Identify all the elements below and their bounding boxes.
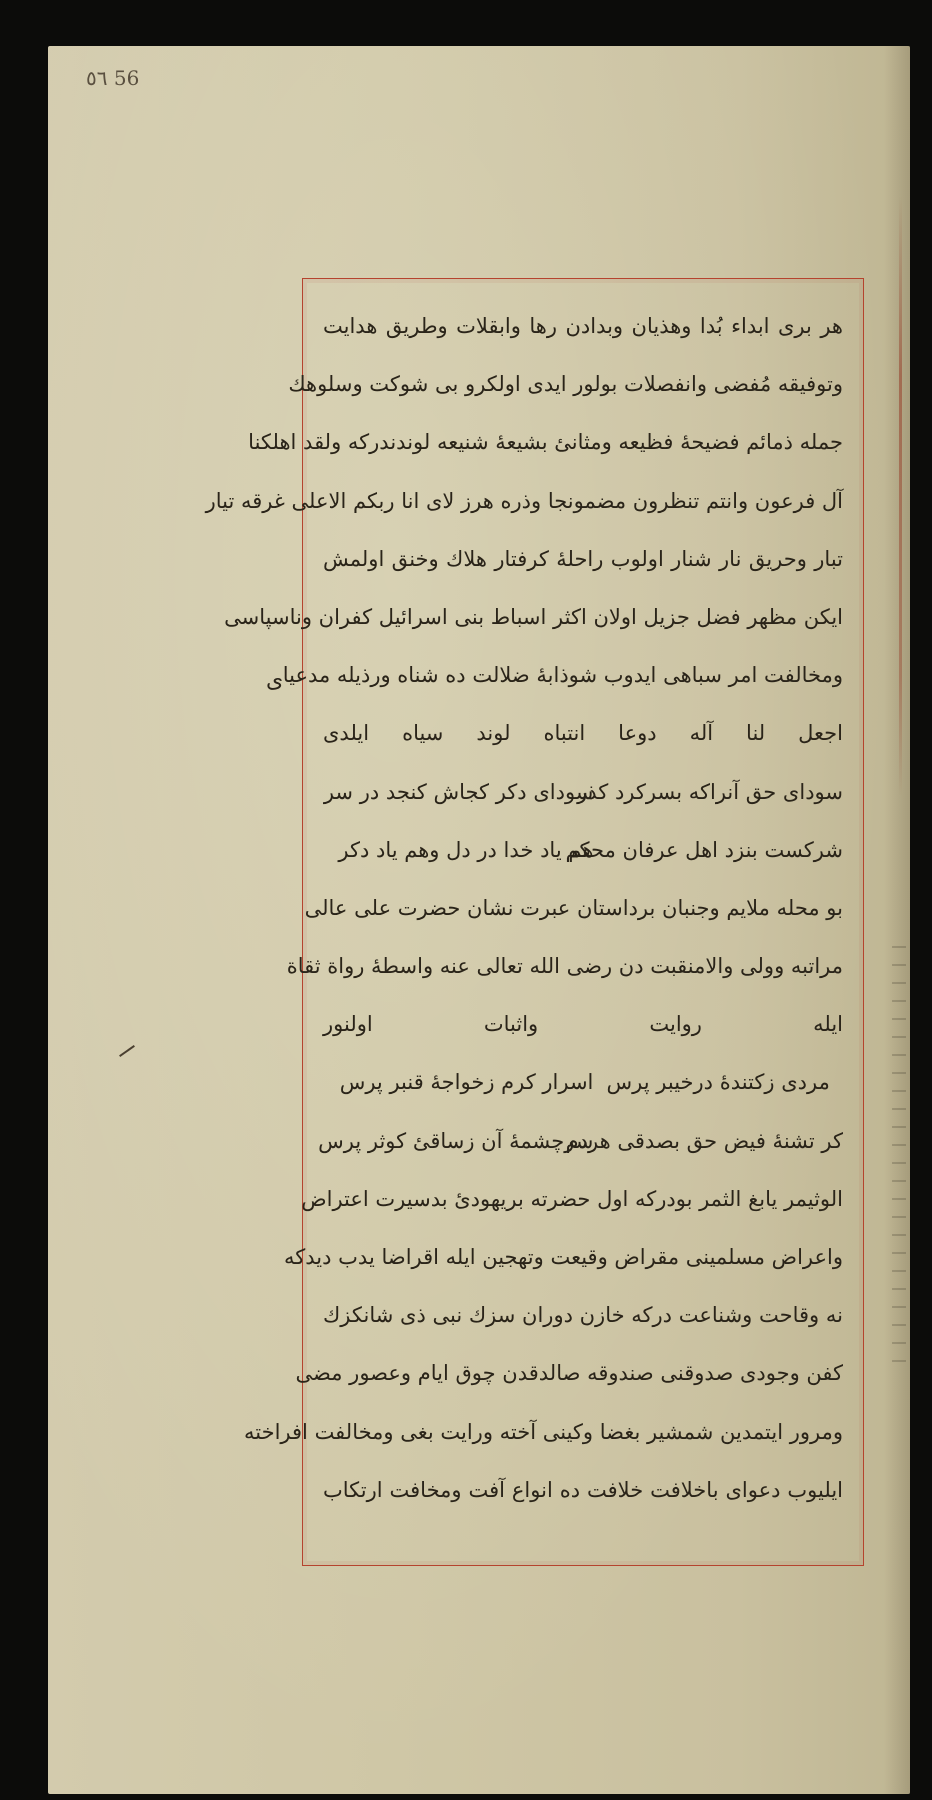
text-line: اجعل لنا آله دوعا انتباه لوند سياه ايلدى	[323, 721, 843, 746]
text-line: جمله ذمائم فضيحهٔ فظيعه ومثانئ بشيعهٔ شنيعه لوندندركه ولقد اهلكنا	[248, 430, 843, 455]
text-line: واعراض مسلمينى مقراض وقيعت وتهجين ايله اقراضا يدب ديدكه	[284, 1245, 843, 1269]
verse-hemistich: كر تشنهٔ فيض حق بصدقى هردم	[565, 1128, 843, 1153]
verse-hemistich: اسرار كرم زخواجهٔ قنبر پرس	[339, 1070, 594, 1095]
margin-tick-mark	[119, 1045, 135, 1057]
text-line: الوثيمر يابغ الثمر بودركه اول حضرته بريهودئ بدسيرت اعتراض	[301, 1186, 843, 1211]
text-line: آل فرعون وانتم تنظرون مضمونجا وذره هرز لاى انا ربكم الاعلى غرقه تيار	[205, 488, 843, 513]
text-line: تبار وحريق نار شنار اولوب راحلهٔ كرفتار هلاك وخنق اولمش	[323, 546, 843, 571]
text-line: ومخالفت امر سباهى ايدوب شوذابهٔ ضلالت ده شناه ورذيله مدعيا	[282, 663, 843, 688]
verse-hemistich: سوداى دكر كجاش كنجد در سر	[323, 779, 594, 804]
margin-catchword: ى	[266, 668, 284, 693]
text-line: ايكن مظهر فضل جزيل اولان اكثر اسباط بنى اسرائيل كفران وناسپاسى	[224, 604, 843, 629]
verse-line	[323, 763, 843, 821]
text-line: مراتبه وولى والامنقبت دن رضى الله تعالى عنه واسطهٔ رواة ثقاة	[286, 954, 843, 979]
text-lines	[205, 297, 843, 1547]
verse-hemistich: سوداى حق آنراكه بسركرد كذر	[577, 779, 843, 804]
text-line: ومرور ايتمدين شمشير بغضا وكينى آخته ورايت بغى ومخالفت افراخته	[244, 1419, 843, 1444]
text-line: نه وقاحت وشناعت دركه خازن دوران سزك نبى ذى شانكزك	[323, 1303, 843, 1328]
verse-hemistich: شركست بنزد اهل عرفان محكم	[565, 837, 843, 862]
text-line: بو محله ملايم وجنبان برداستان عبرت نشان حضرت على عالى	[304, 895, 843, 920]
page-edge-shadow	[884, 46, 910, 1794]
verse-hemistich: سرچشمهٔ آن زساقئ كوثر پرس	[318, 1128, 594, 1153]
text-line: وتوفيقه مُفضى وانفصلات بولور ايدى اولكرو بى شوكت وسلوهك	[288, 372, 843, 397]
folio-number: ٥٦ 56	[86, 66, 140, 90]
verse-line	[323, 821, 843, 879]
verse-line	[318, 1112, 843, 1170]
text-line: هر برى ابداء بُدا وهذيان وبدادن رها وابقلات وطريق هدايت	[323, 314, 843, 338]
text-line: ايله روايت واثبات اولنور	[323, 1012, 843, 1037]
verse-hemistich: هم ياد خدا در دل وهم ياد دكر	[338, 837, 594, 862]
text-line: ايليوب دعواى باخلافت خلافت ده انواع آفت ومخافت ارتكاب	[323, 1477, 843, 1502]
neighbor-page-text-bleed	[892, 946, 906, 1366]
verse-hemistich: مردى زكتندهٔ درخيبر پرس	[606, 1070, 830, 1095]
manuscript-page	[48, 46, 910, 1794]
text-line: كفن وجودى صدوقنى صندوقه صالدقدن چوق ايام وعصور مضى	[295, 1361, 843, 1386]
neighbor-page-red-rule	[899, 196, 902, 796]
verse-line	[323, 1053, 843, 1111]
text-frame	[205, 278, 864, 1566]
